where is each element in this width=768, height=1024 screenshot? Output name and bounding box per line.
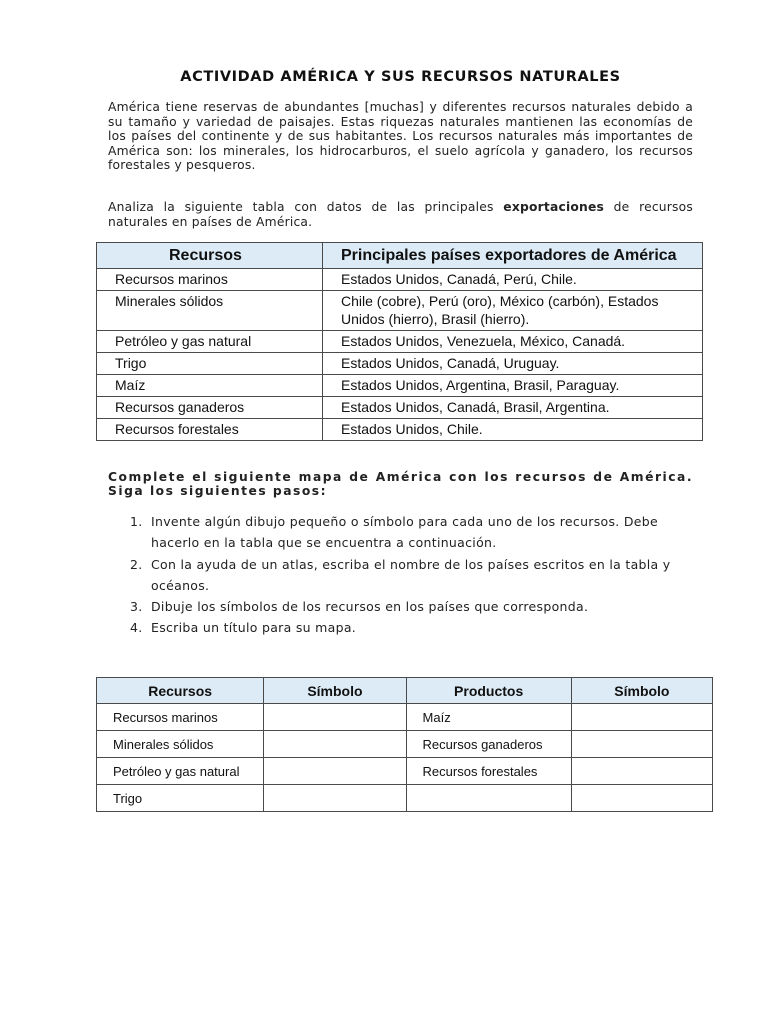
countries-cell: Estados Unidos, Canadá, Uruguay.	[323, 353, 703, 375]
table-row	[97, 419, 703, 441]
resource-cell: Recursos forestales	[97, 419, 323, 441]
instructions-heading: Complete el siguiente mapa de América con los recursos de América. Siga los siguientes pasos:	[108, 470, 693, 498]
list-item	[126, 617, 696, 638]
step-text: Dibuje los símbolos de los recursos en los países que corresponda.	[151, 599, 589, 615]
intro-paragraph: América tiene reservas de abundantes [muchas] y diferentes recursos naturales debido a su tamaño y variedad de paisajes. Estas riquezas naturales mantienen las economías de los países del continente y de sus habitantes. Los recursos naturales más importantes de América son: los minerales, los hidrocarburos, el suelo agrícola y ganadero, los recursos forestales y pesqueros.	[108, 100, 693, 173]
symbol-cell[interactable]	[264, 785, 406, 812]
countries-cell: Estados Unidos, Canadá, Perú, Chile.	[323, 269, 703, 291]
resource-cell: Minerales sólidos	[97, 731, 264, 758]
symbols-header-resources: Recursos	[97, 678, 264, 704]
step-number: 2.	[130, 556, 143, 572]
table-row	[97, 353, 703, 375]
exports-table-header	[97, 243, 703, 269]
symbol-cell[interactable]	[571, 731, 712, 758]
countries-cell: Estados Unidos, Chile.	[323, 419, 703, 441]
exports-header-countries: Principales países exportadores de América	[323, 243, 703, 269]
analysis-text-before: Analiza la siguiente tabla con datos de las principales	[108, 200, 504, 214]
page-title: ACTIVIDAD AMÉRICA Y SUS RECURSOS NATURALES	[180, 69, 621, 85]
symbols-header-symbol: Símbolo	[264, 678, 406, 704]
table-row	[97, 375, 703, 397]
product-cell: Recursos ganaderos	[406, 731, 571, 758]
table-row	[97, 269, 703, 291]
symbol-cell[interactable]	[571, 704, 712, 731]
product-cell: Maíz	[406, 704, 571, 731]
resource-cell: Petróleo y gas natural	[97, 758, 264, 785]
symbol-cell[interactable]	[264, 704, 406, 731]
resource-cell: Recursos ganaderos	[97, 397, 323, 419]
exports-table	[96, 242, 703, 441]
step-number: 3.	[130, 599, 143, 615]
resource-cell: Recursos marinos	[97, 704, 264, 731]
table-row	[97, 397, 703, 419]
countries-cell: Estados Unidos, Canadá, Brasil, Argentina.	[323, 397, 703, 419]
resource-cell: Recursos marinos	[97, 269, 323, 291]
step-text: Con la ayuda de un atlas, escriba el nombre de los países escritos en la tabla y océanos.	[151, 556, 671, 593]
analysis-paragraph	[108, 200, 693, 229]
symbols-header-products: Productos	[406, 678, 571, 704]
countries-cell: Estados Unidos, Venezuela, México, Canadá.	[323, 331, 703, 353]
analysis-bold-word: exportaciones	[503, 200, 605, 214]
symbols-header-symbol-2: Símbolo	[571, 678, 712, 704]
symbol-cell[interactable]	[571, 758, 712, 785]
exports-header-resources: Recursos	[97, 243, 323, 269]
table-row	[97, 731, 713, 758]
product-cell: Recursos forestales	[406, 758, 571, 785]
symbols-table	[96, 677, 713, 812]
symbol-cell[interactable]	[571, 785, 712, 812]
step-text: Invente algún dibujo pequeño o símbolo para cada uno de los recursos. Debe hacerlo en la tabla que se encuentra a continuación.	[151, 514, 658, 551]
steps-list	[126, 511, 696, 639]
product-cell	[406, 785, 571, 812]
step-text: Escriba un título para su mapa.	[151, 620, 357, 636]
table-row	[97, 704, 713, 731]
resource-cell: Maíz	[97, 375, 323, 397]
list-item	[126, 511, 696, 554]
step-number: 4.	[130, 620, 143, 636]
resource-cell: Trigo	[97, 353, 323, 375]
resource-cell: Trigo	[97, 785, 264, 812]
list-item	[126, 554, 696, 597]
step-number: 1.	[130, 514, 143, 529]
resource-cell: Minerales sólidos	[97, 291, 323, 331]
symbol-cell[interactable]	[264, 731, 406, 758]
list-item	[126, 596, 696, 617]
table-row	[97, 331, 703, 353]
table-row	[97, 758, 713, 785]
countries-cell: Chile (cobre), Perú (oro), México (carbón), Estados Unidos (hierro), Brasil (hierro).	[323, 291, 703, 331]
symbols-table-header	[97, 678, 713, 704]
table-row	[97, 291, 703, 331]
symbol-cell[interactable]	[264, 758, 406, 785]
table-row	[97, 785, 713, 812]
analysis-text-after: de recursos naturales en países de América.	[108, 200, 693, 229]
countries-cell: Estados Unidos, Argentina, Brasil, Paraguay.	[323, 375, 703, 397]
resource-cell: Petróleo y gas natural	[97, 331, 323, 353]
